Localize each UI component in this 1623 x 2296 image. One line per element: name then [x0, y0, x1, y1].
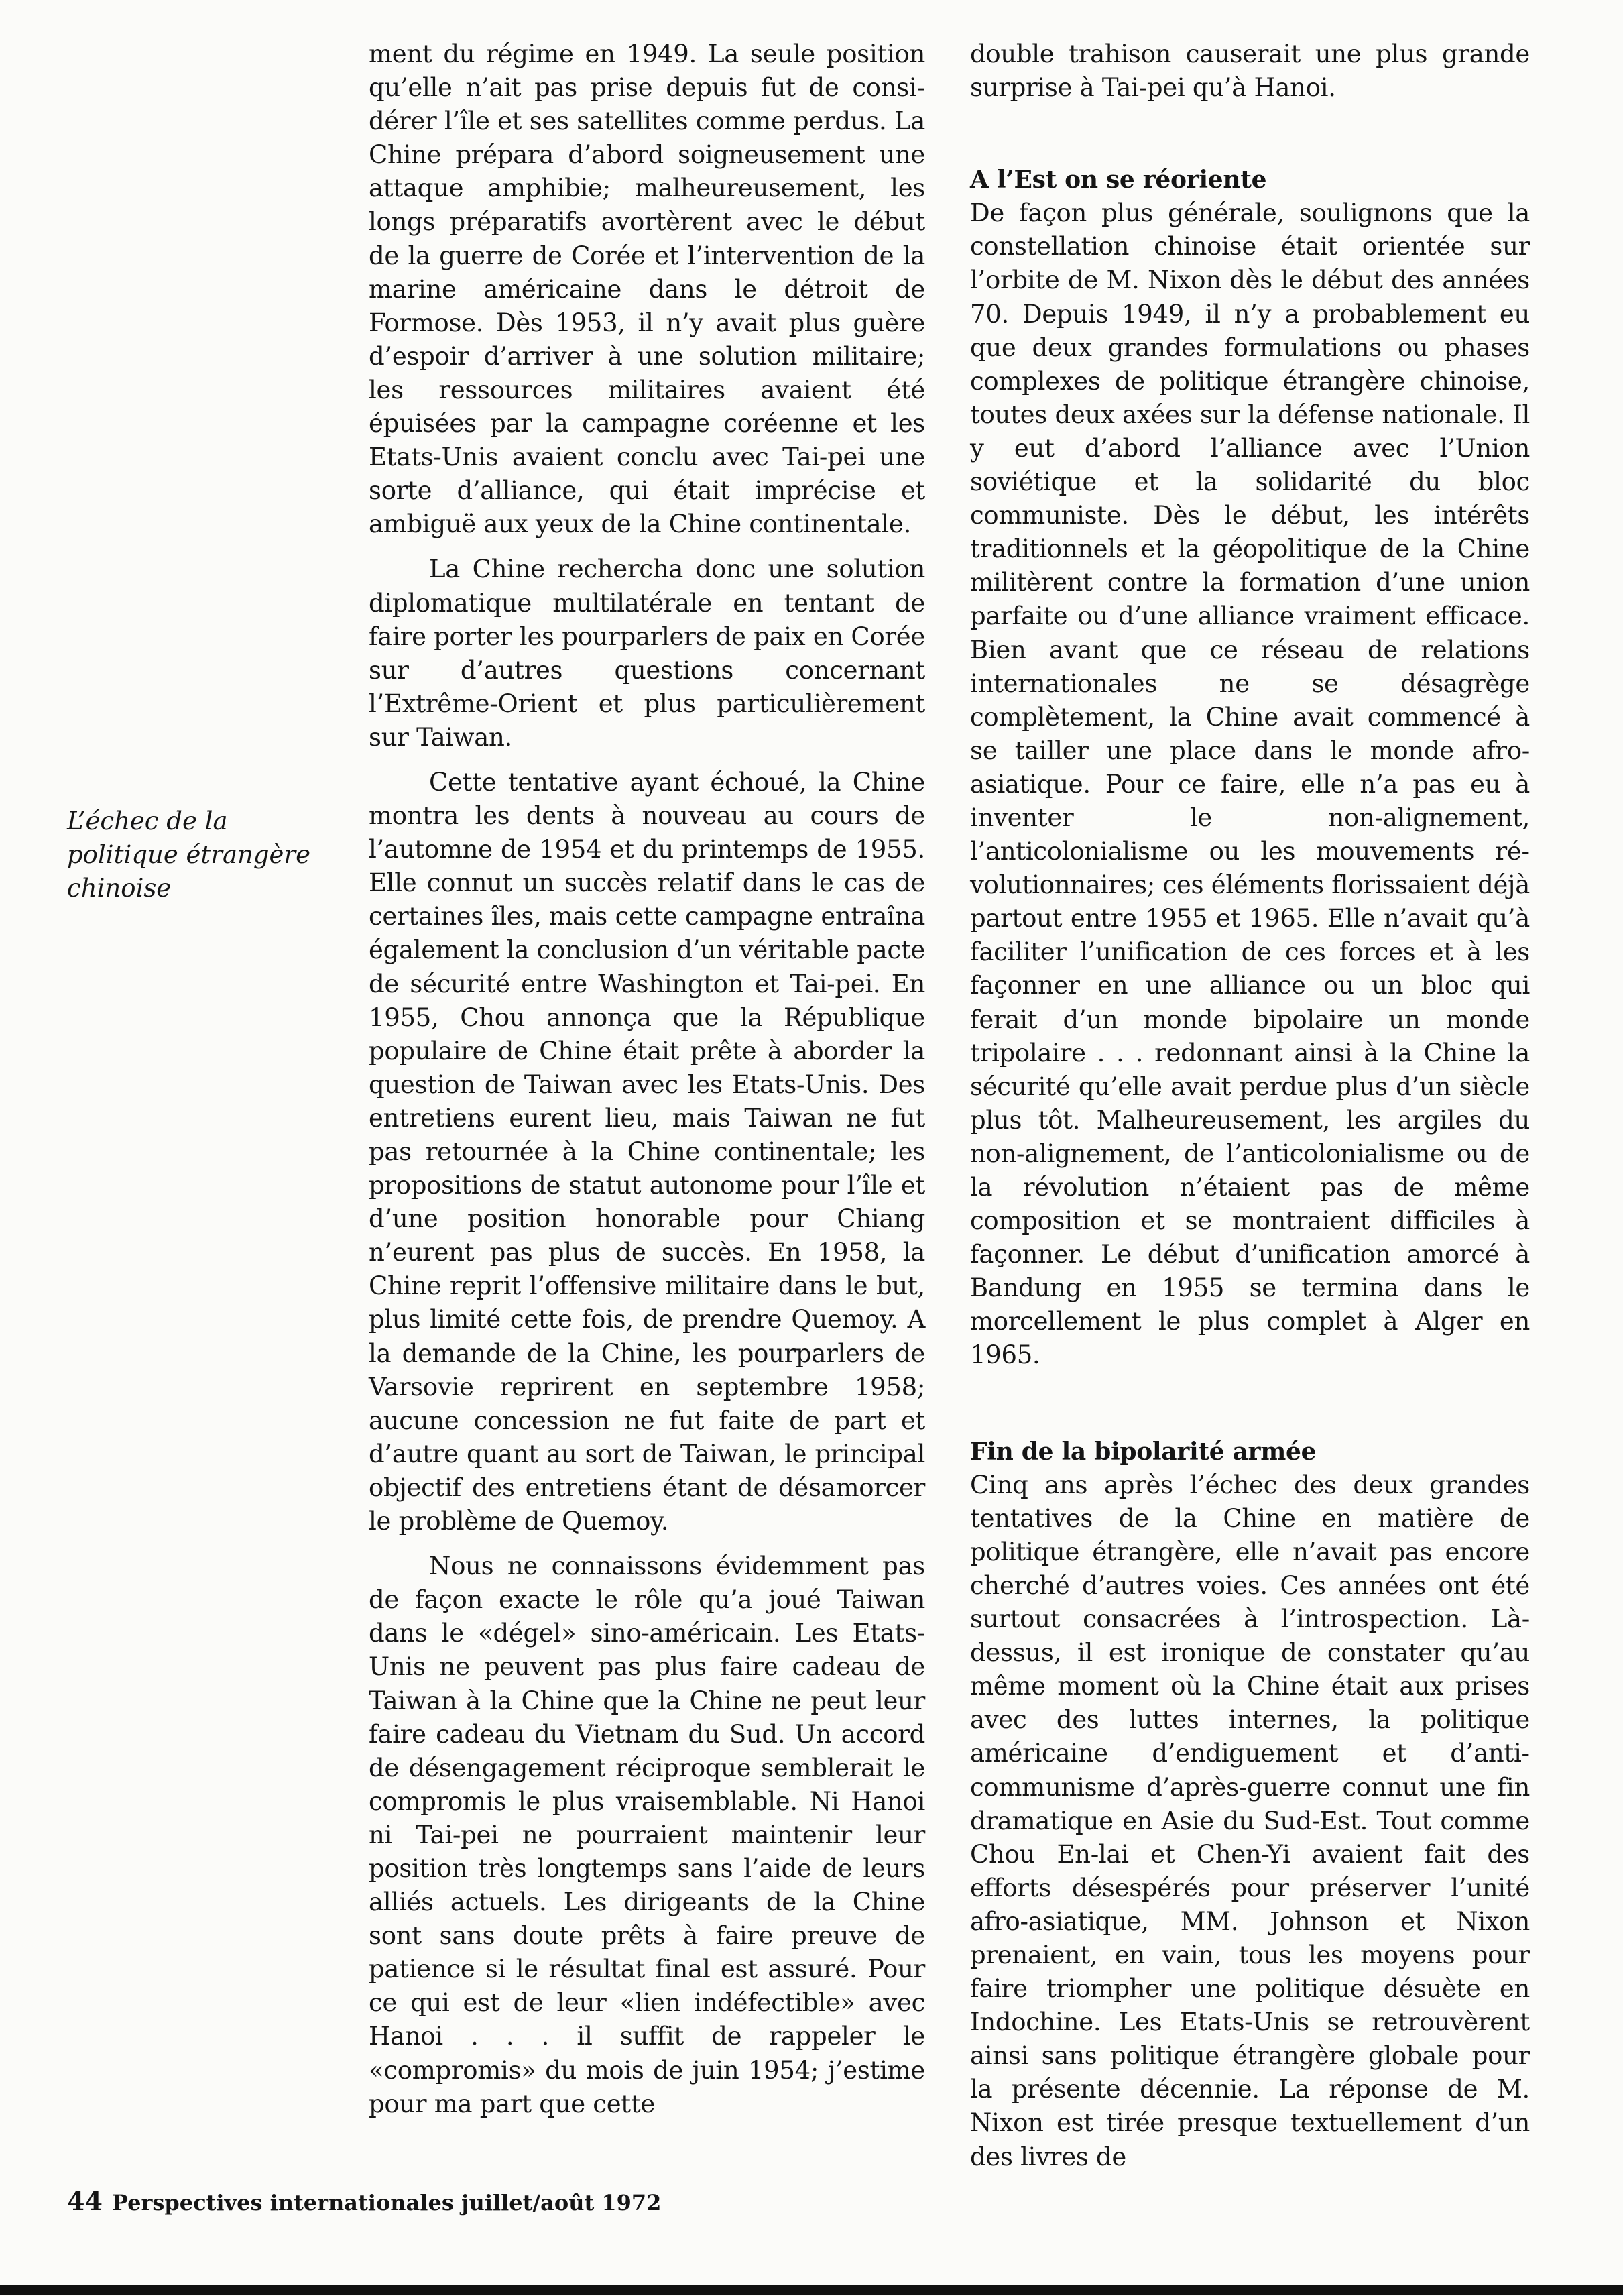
right-intro-paragraph: double trahison causerait une plus grande surprise à Tai-pei qu’à Hanoi.: [970, 40, 1530, 103]
page-number: 44: [67, 2186, 103, 2216]
middle-column: [369, 38, 925, 2121]
section-heading-reorientation: A l’Est on se réoriente: [970, 166, 1267, 194]
section-text-bipolarity: Cinq ans après l’échec des deux grandes tentatives de la Chine en matière de politique étrangère, elle n’avait pas encore cherché d’autres voies. Ces années ont été surtout consacrées à l’introspection. Là-dessus, il est ironique de constater qu’au même moment où la Chine était aux prises avec des luttes internes, la politique américaine d’endiguement et d’anticommunisme d’après-guerre connut une fin dramatique en Asie du Sud-Est. Tout comme Chou En-lai et Chen-Yi avaient fait des efforts désespérés pour préserver l’unité afro-asiatique, MM. Johnson et Nixon prenaient, en vain, tous les moyens pour faire triompher une politique désuète en Indochine. Les Etats-Unis se retrouvèrent ainsi sans politique étrangère globale pour la présente décennie. La réponse de M. Nixon est tirée presque textuellement d’un des livres de: [970, 1470, 1530, 2171]
right-column: [970, 38, 1530, 2174]
margin-note: L’échec de la politique étrangère chinoise: [67, 807, 311, 903]
section-heading-bipolarity: Fin de la bipolarité armée: [970, 1437, 1317, 1466]
middle-paragraph-4: Nous ne connaissons évidemment pas de façon exacte le rôle qu’a joué Taiwan dans le «dégel» sino-américain. Les Etats-Unis ne peuvent pas plus faire cadeau de Taiwan à la Chine que la Chine ne peut leur faire cadeau du Vietnam du Sud. Un accord de désengagement réciproque semblerait le compromis le plus vraisemblable. Ni Hanoi ni Tai-pei ne pourraient maintenir leur position très longtemps sans l’aide de leurs alliés actuels. Les dirigeants de la Chine sont sans doute prêts à faire preuve de patience si le résultat final est assuré. Pour ce qui est de leur «lien indéfectible» avec Hanoi . . . il suffit de rappeler le «compromis» du mois de juin 1954; j’estime pour ma part que cette: [369, 1552, 925, 2118]
publication-line: Perspectives internationales juillet/août 1972: [111, 2190, 662, 2216]
middle-paragraph-1: ment du régime en 1949. La seule position qu’elle n’ait pas prise depuis fut de considérer l’île et ses satellites comme perdus. La Chine prépara d’abord soigneusement une attaque amphibie; malheureusement, les longs préparatifs avortèrent avec le début de la guerre de Corée et l’intervention de la marine américaine dans le détroit de Formose. Dès 1953, il n’y avait plus guère d’espoir d’arriver à une solution militaire; les ressources militaires avaient été épuisées par la campagne coréenne et les Etats-Unis avaient conclu avec Tai-pei une sorte d’alliance, qui était imprécise et ambiguë aux yeux de la Chine continentale.: [369, 40, 925, 539]
middle-paragraph-3: Cette tentative ayant échoué, la Chine montra les dents à nouveau au cours de l’automne de 1954 et du printemps de 1955. Elle connut un succès relatif dans le cas de certaines îles, mais cette campagne entraîna également la conclusion d’un véritable pacte de sécurité entre Washington et Tai-pei. En 1955, Chou annonça que la République populaire de Chine était prête à aborder la question de Taiwan avec les Etats-Unis. Des entretiens eurent lieu, mais Taiwan ne fut pas retournée à la Chine continentale; les propositions de statut autonome pour l’île et d’une position honorable pour Chiang n’eurent pas plus de succès. En 1958, la Chine reprit l’offensive militaire dans le but, plus limité cette fois, de prendre Quemoy. A la demande de la Chine, les pourparlers de Varsovie reprirent en septembre 1958; aucune concession ne fut faite de part et d’autre quant au sort de Taiwan, le principal objectif des entretiens étant de désamorcer le problème de Quemoy.: [369, 767, 925, 1536]
section-text-reorientation: De façon plus générale, soulignons que la constellation chinoise était orientée sur l’orbite de M. Nixon dès le début des années 70. Depuis 1949, il n’y a probablement eu que deux grandes formulations ou phases complexes de politique étrangère chinoise, toutes deux axées sur la défense nationale. Il y eut d’abord l’alliance avec l’Union soviétique et la solidarité du bloc communiste. Dès le début, les intérêts traditionnels et la géopolitique de la Chine militèrent contre la formation d’une union parfaite ou d’une alliance vraiment efficace. Bien avant que ce réseau de relations internationales ne se désagrège complètement, la Chine avait commencé à se tailler une place dans le monde afro-asiatique. Pour ce faire, elle n’a pas eu à inventer le non-alignement, l’anticolonialisme ou les mouvements révolutionnaires; ces éléments florissaient déjà partout entre 1955 et 1965. Elle n’avait qu’à faciliter l’unification de ces forces et à les façonner en une alliance ou un bloc qui ferait d’un monde bipolaire un monde tripolaire . . . redonnant ainsi à la Chine la sécurité qu’elle avait perdue plus d’un siècle plus tôt. Malheureusement, les argiles du non-alignement, de l’anticolonialisme ou de la révolution n’étaient pas de même composition et se montraient difficiles à façonner. Le début d’unification amorcé à Bandung en 1955 se termina dans le morcellement le plus complet à Alger en 1965.: [970, 198, 1530, 1370]
bottom-rule: [0, 2285, 1623, 2295]
page-footer: [67, 2186, 661, 2216]
middle-paragraph-2: La Chine rechercha donc une solution diplomatique multilatérale en tentant de faire porter les pourparlers de paix en Corée sur d’autres questions concernant l’Extrême-Orient et plus particulièrement sur Taiwan.: [369, 555, 925, 752]
